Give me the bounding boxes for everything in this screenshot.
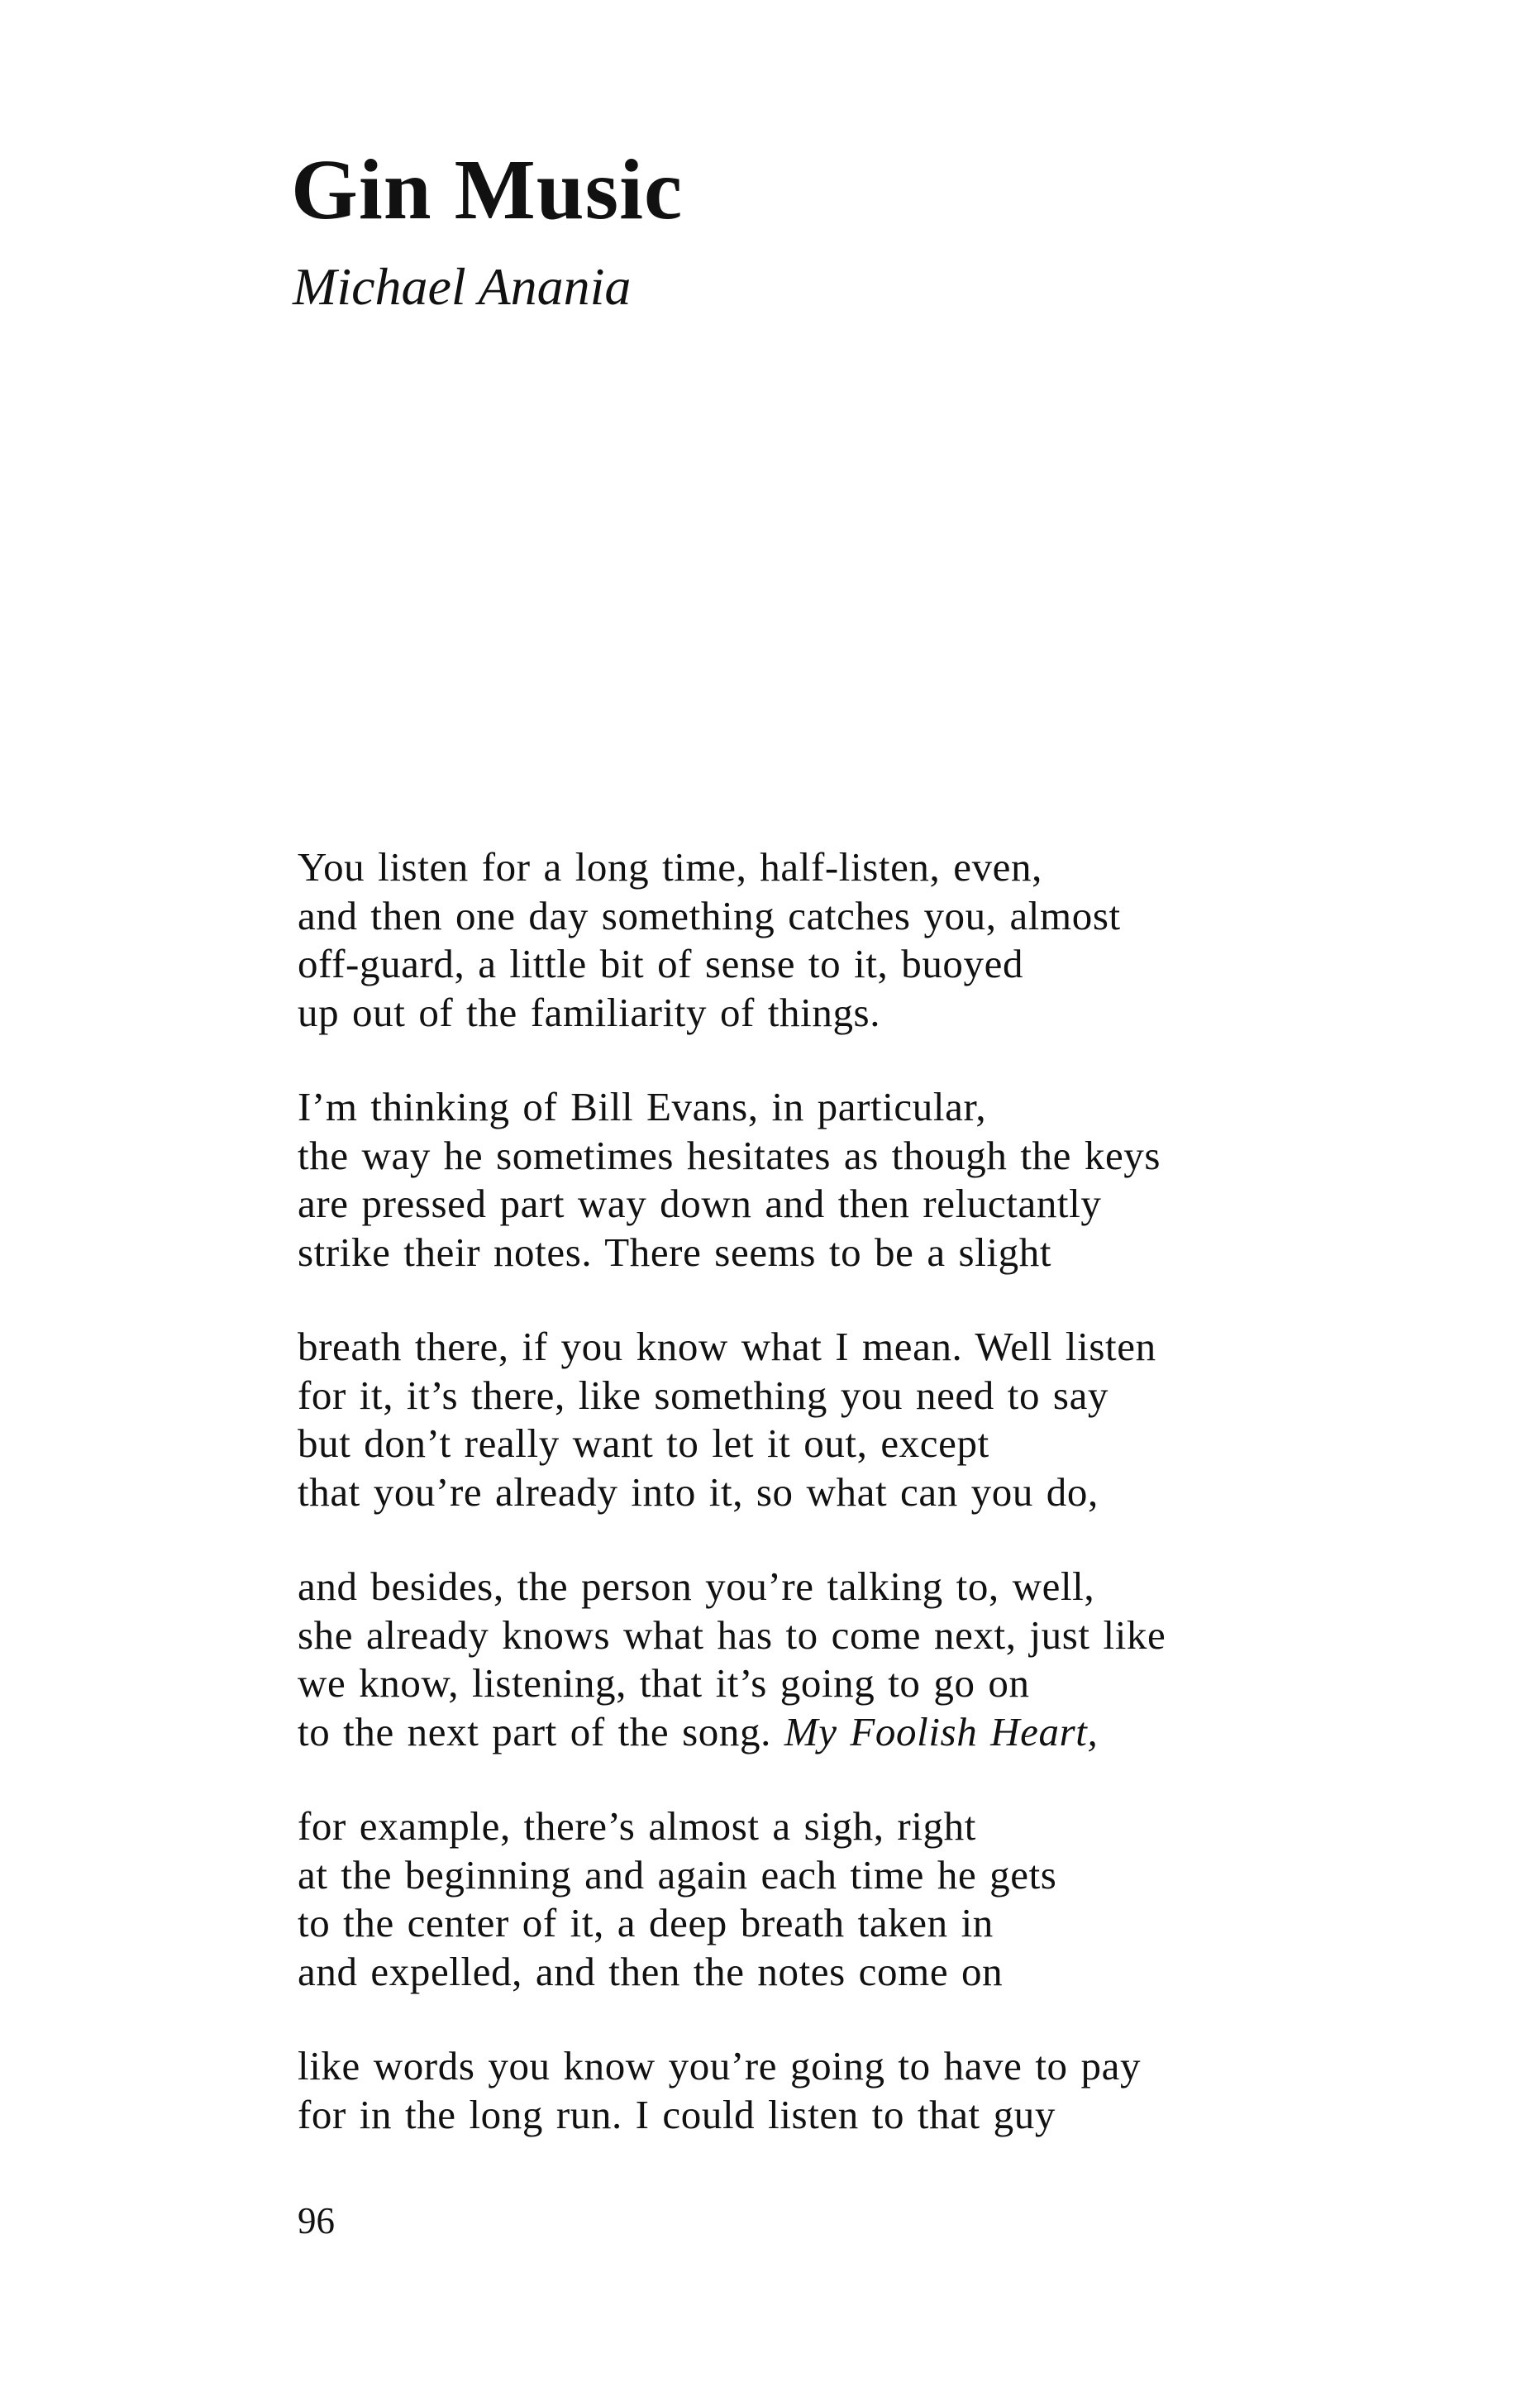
poem-line: the way he sometimes hesitates as though the keys [298, 1132, 1161, 1178]
poem-line: off-guard, a little bit of sense to it, buoyed [298, 941, 1024, 986]
poem-line: we know, listening, that it’s going to go on [298, 1660, 1030, 1706]
poem-title: Gin Music [291, 142, 684, 237]
poem-line: for in the long run. I could listen to that guy [298, 2091, 1056, 2137]
poem-line: but don’t really want to let it out, except [298, 1420, 989, 1466]
poem-line: I’m thinking of Bill Evans, in particular, [298, 1084, 987, 1129]
poem-line: and then one day something catches you, almost [298, 892, 1121, 938]
stanza-3 [298, 1323, 1372, 1516]
poem-line: she already knows what has to come next, just like [298, 1611, 1166, 1658]
poem-line: like words you know you’re going to have to pay [298, 2043, 1142, 2089]
poem-line: at the beginning and again each time he gets [298, 1851, 1057, 1898]
poem-line: are pressed part way down and then reluctantly [298, 1181, 1102, 1226]
poem-line [298, 1708, 1372, 1757]
page-number: 96 [298, 2200, 335, 2241]
stanza-6 [298, 2042, 1372, 2139]
poem-line: breath there, if you know what I mean. Well listen [298, 1324, 1156, 1369]
stanza-1 [298, 843, 1372, 1037]
song-title: My Foolish Heart, [784, 1708, 1099, 1754]
poem-author: Michael Anania [293, 257, 632, 316]
poem-line: up out of the familiarity of things. [298, 989, 881, 1035]
poem-line: and expelled, and then the notes come on [298, 1948, 1004, 1994]
poem-line: for example, there’s almost a sigh, right [298, 1803, 976, 1849]
poem-body [298, 843, 1372, 2185]
poem-line: for it, it’s there, like something you need to say [298, 1372, 1109, 1418]
poem-line: that you’re already into it, so what can you do, [298, 1468, 1099, 1515]
poem-line-text: to the next part of the song. [298, 1708, 784, 1754]
stanza-2 [298, 1083, 1372, 1277]
stanza-5 [298, 1802, 1372, 1996]
stanza-4 [298, 1563, 1372, 1756]
poem-line: strike their notes. There seems to be a slight [298, 1229, 1052, 1275]
poem-line: and besides, the person you’re talking to, well, [298, 1563, 1095, 1609]
poem-line: You listen for a long time, half-listen, even, [298, 844, 1042, 890]
poem-line: to the center of it, a deep breath taken in [298, 1900, 994, 1945]
